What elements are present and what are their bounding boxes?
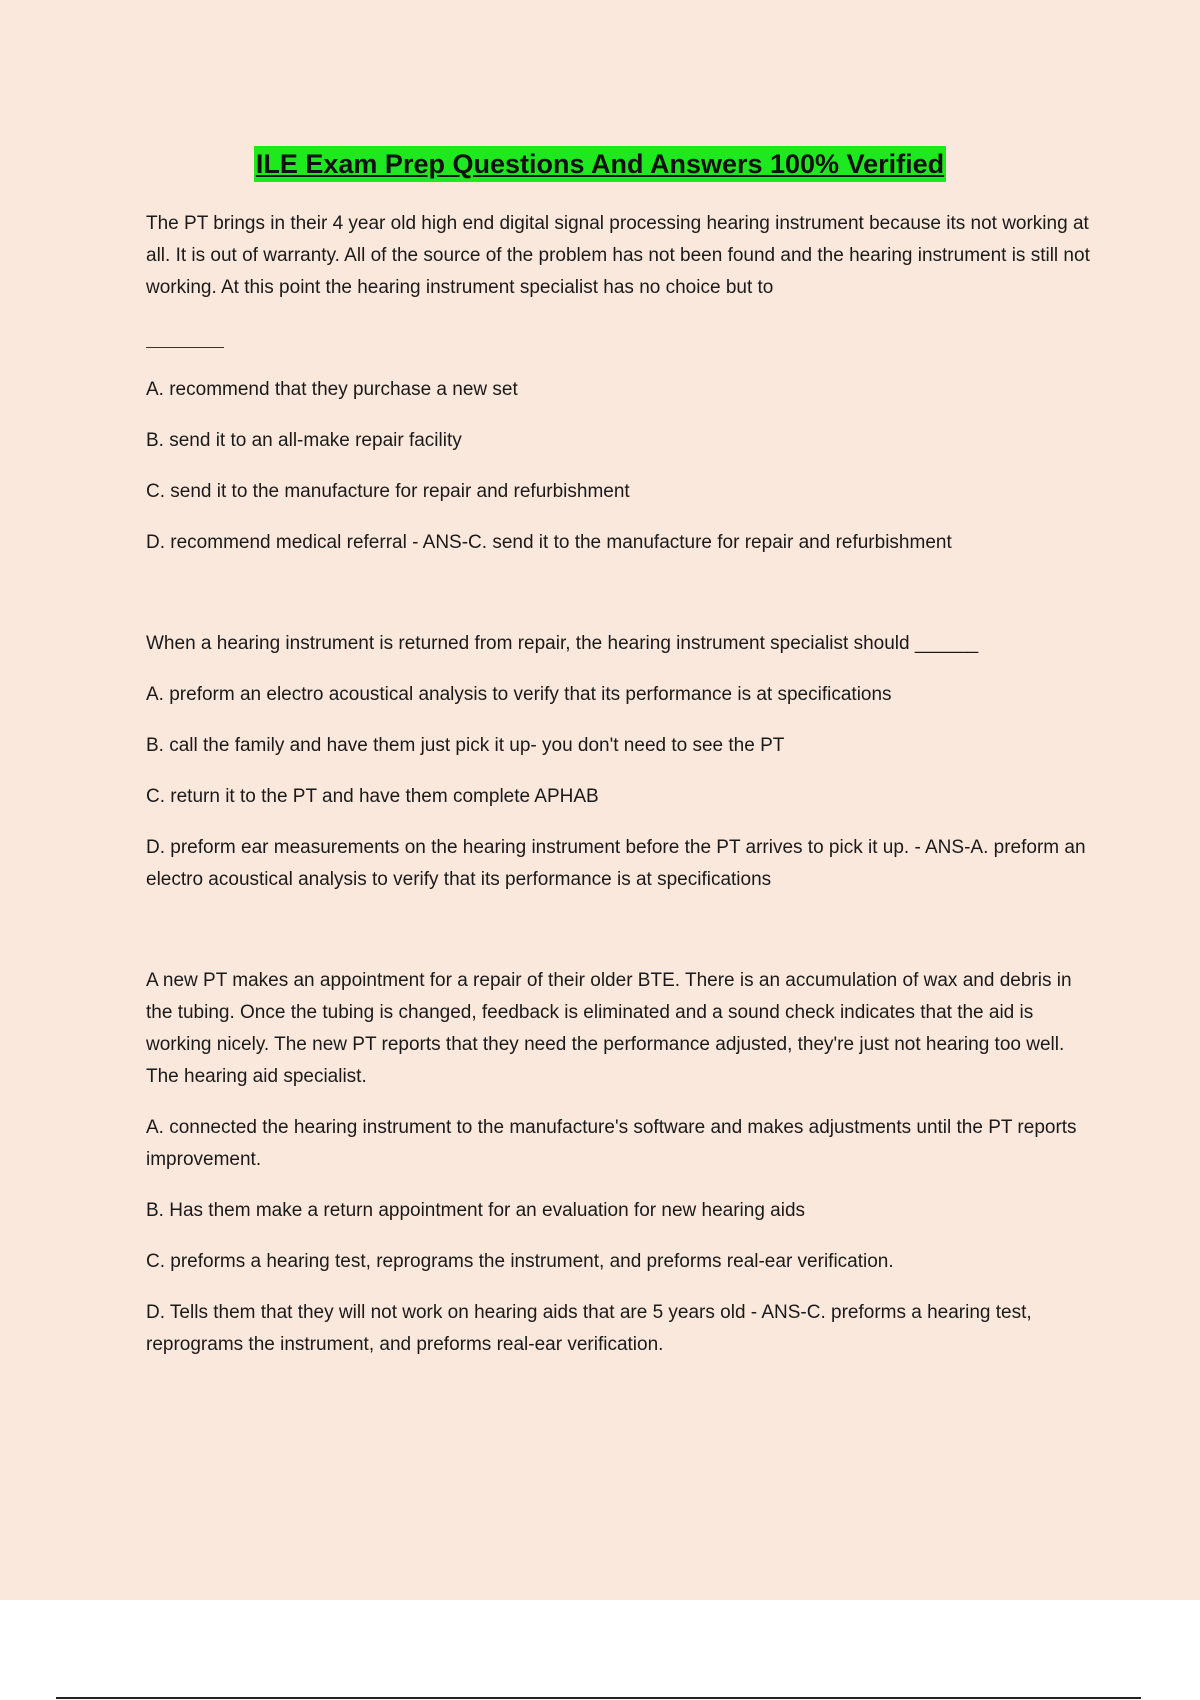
question-1-option-a: A. recommend that they purchase a new set bbox=[146, 379, 518, 400]
question-3 bbox=[146, 965, 1096, 1361]
footer-divider bbox=[56, 1697, 1141, 1699]
question-3-option-d-answer: D. Tells them that they will not work on hearing aids that are 5 years old - ANS-C. preforms a hearing test, reprograms the instrument, and preforms real-ear verification. bbox=[146, 1302, 1032, 1355]
question-2-option-a: A. preform an electro acoustical analysis to verify that its performance is at specifications bbox=[146, 684, 892, 705]
question-1-stem: The PT brings in their 4 year old high end digital signal processing hearing instrument because its not working at all. It is out of warranty. All of the source of the problem has not been found and the hearing instrument is still not working. At this point the hearing instrument specialist has no choice but to bbox=[146, 213, 1090, 298]
question-1-option-b: B. send it to an all-make repair facility bbox=[146, 430, 462, 451]
question-spacer bbox=[146, 915, 1096, 965]
question-3-stem: A new PT makes an appointment for a repair of their older BTE. There is an accumulation of wax and debris in the tubing. Once the tubing is changed, feedback is eliminated and a sound check indicates that the aid is working nicely. The new PT reports that they need the performance adjusted, they're just not hearing too well. The hearing aid specialist. bbox=[146, 970, 1072, 1087]
question-spacer bbox=[146, 578, 1096, 628]
question-3-option-b: B. Has them make a return appointment for an evaluation for new hearing aids bbox=[146, 1200, 806, 1221]
question-1-blank bbox=[146, 323, 224, 348]
question-2-option-b: B. call the family and have them just pick it up- you don't need to see the PT bbox=[146, 735, 785, 756]
question-2-option-d-answer: D. preform ear measurements on the hearing instrument before the PT arrives to pick it up. - ANS-A. preform an electro acoustical analysis to verify that its performance is at specifications bbox=[146, 837, 1086, 890]
question-1-option-c: C. send it to the manufacture for repair and refurbishment bbox=[146, 481, 630, 502]
question-1-option-d-answer: D. recommend medical referral - ANS-C. send it to the manufacture for repair and refurbishment bbox=[146, 532, 952, 553]
title-container bbox=[0, 146, 1200, 182]
question-3-option-c: C. preforms a hearing test, reprograms the instrument, and preforms real-ear verification. bbox=[146, 1251, 894, 1272]
question-3-option-a: A. connected the hearing instrument to the manufacture's software and makes adjustments until the PT reports improvement. bbox=[146, 1117, 1077, 1170]
question-2-option-c: C. return it to the PT and have them complete APHAB bbox=[146, 786, 599, 807]
document-body bbox=[146, 208, 1096, 1380]
document-title: ILE Exam Prep Questions And Answers 100% Verified bbox=[254, 146, 946, 182]
question-2 bbox=[146, 628, 1096, 896]
question-2-stem: When a hearing instrument is returned from repair, the hearing instrument specialist should ______ bbox=[146, 633, 979, 654]
question-1 bbox=[146, 208, 1096, 559]
